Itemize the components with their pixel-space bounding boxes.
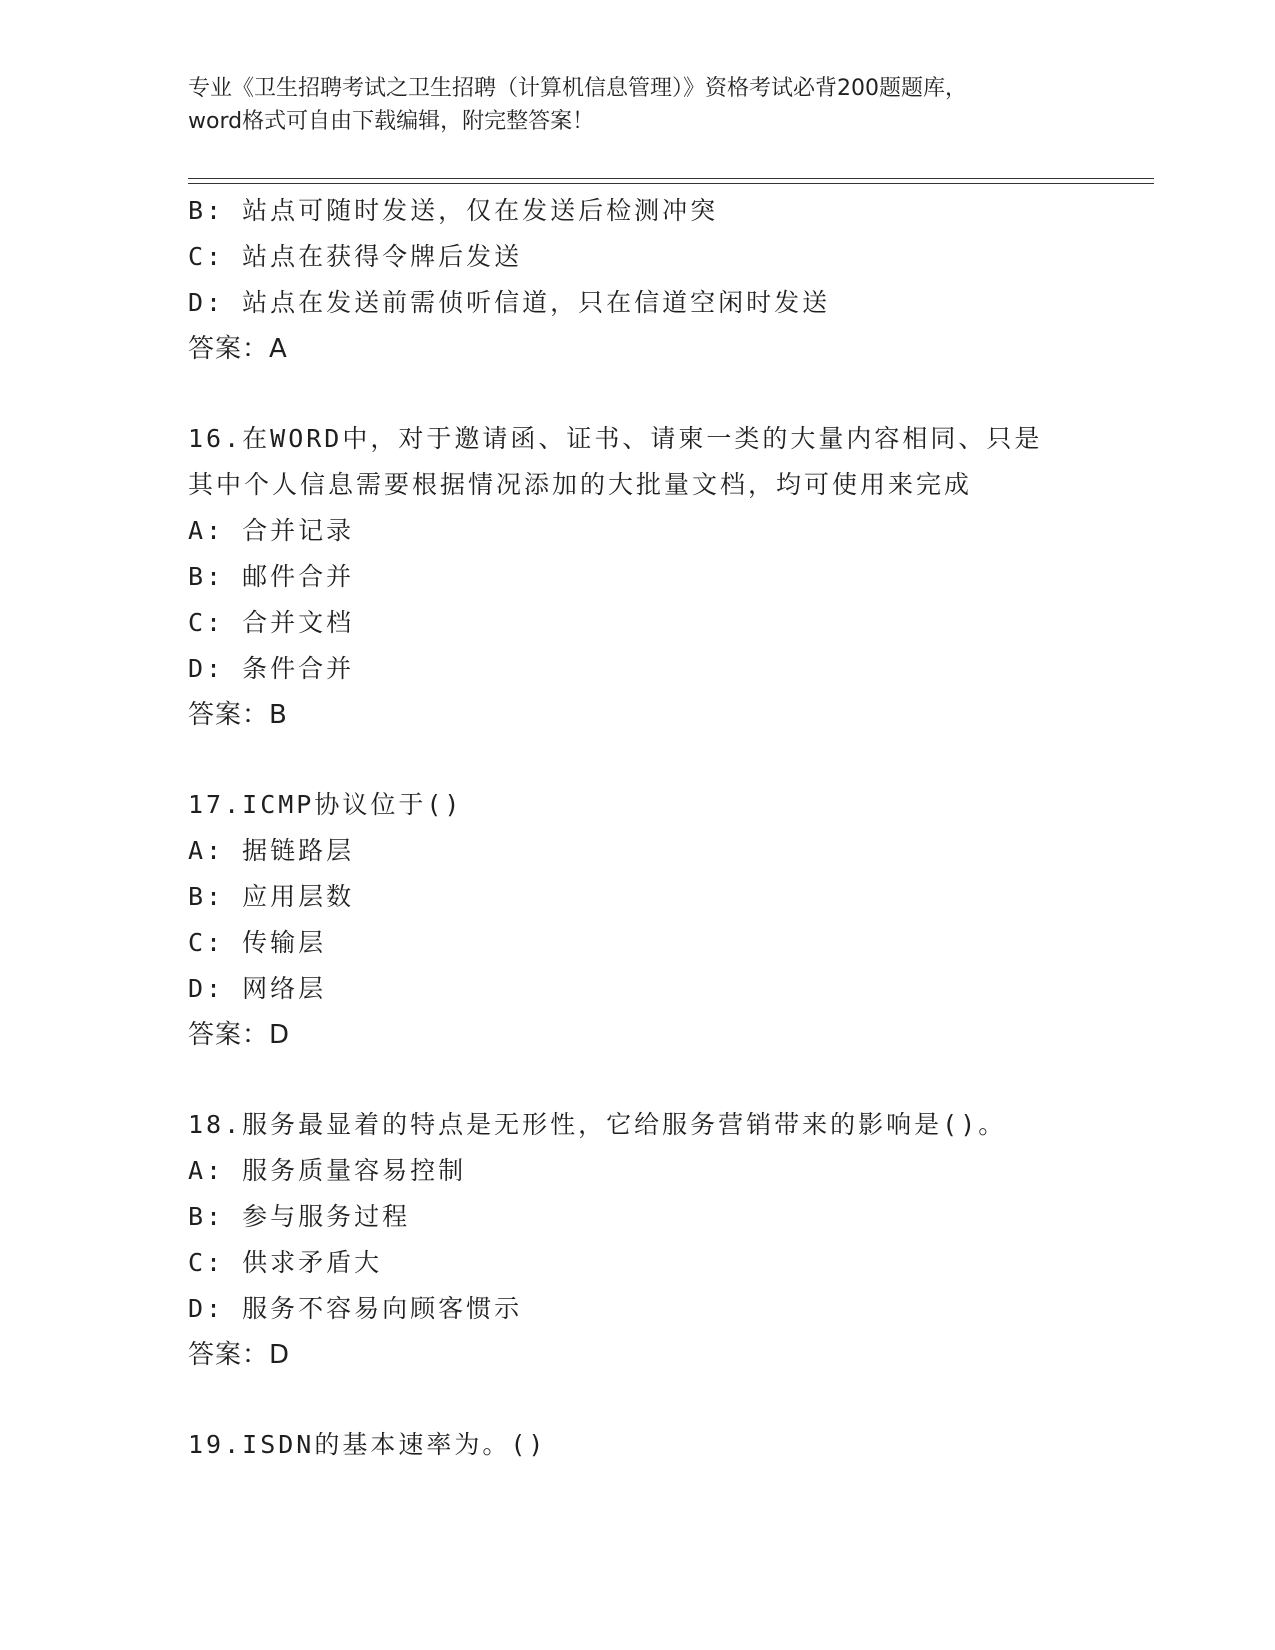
question-stem-line: 18.服务最显着的特点是无形性，它给服务营销带来的影响是()。 bbox=[188, 1110, 1007, 1139]
question-spacer bbox=[188, 372, 1148, 416]
option-a: A: 据链路层 bbox=[188, 836, 355, 865]
question-spacer bbox=[188, 1058, 1148, 1102]
question-stem-line: 其中个人信息需要根据情况添加的大批量文档，均可使用来完成 bbox=[188, 470, 973, 499]
header-title-line-1: 专业《卫生招聘考试之卫生招聘（计算机信息管理）》资格考试必背200题题库， bbox=[188, 76, 967, 101]
option-d: D: 网络层 bbox=[188, 974, 327, 1003]
question-list bbox=[188, 188, 1148, 1468]
option-a: A: 服务质量容易控制 bbox=[188, 1156, 467, 1185]
question-spacer bbox=[188, 1378, 1148, 1422]
question-spacer bbox=[188, 738, 1148, 782]
header-divider-top bbox=[188, 178, 1154, 179]
option-c: C: 供求矛盾大 bbox=[188, 1248, 383, 1277]
question-18 bbox=[188, 1102, 1148, 1378]
option-a: A: 合并记录 bbox=[188, 516, 355, 545]
question-stem-line: 19.ISDN的基本速率为。() bbox=[188, 1430, 547, 1459]
header-divider-bottom bbox=[188, 183, 1154, 184]
option-b: B: 参与服务过程 bbox=[188, 1202, 411, 1231]
question-stem-line: 16.在WORD中，对于邀请函、证书、请柬一类的大量内容相同、只是 bbox=[188, 424, 1043, 453]
header-title-line-2: word格式可自由下载编辑，附完整答案！ bbox=[188, 109, 595, 134]
question-16 bbox=[188, 416, 1148, 738]
option-c: C: 传输层 bbox=[188, 928, 327, 957]
answer-line: 答案：A bbox=[188, 334, 288, 364]
answer-line: 答案：B bbox=[188, 700, 288, 730]
option-d: D: 站点在发送前需侦听信道，只在信道空闲时发送 bbox=[188, 288, 831, 317]
answer-line: 答案：D bbox=[188, 1340, 291, 1370]
question-19 bbox=[188, 1422, 1148, 1468]
option-b: B: 邮件合并 bbox=[188, 562, 355, 591]
answer-line: 答案：D bbox=[188, 1020, 291, 1050]
option-c: C: 合并文档 bbox=[188, 608, 355, 637]
option-d: D: 条件合并 bbox=[188, 654, 355, 683]
option-d: D: 服务不容易向顾客惯示 bbox=[188, 1294, 523, 1323]
question-17 bbox=[188, 782, 1148, 1058]
question-15-tail bbox=[188, 188, 1148, 372]
option-b: B: 应用层数 bbox=[188, 882, 355, 911]
option-b: B: 站点可随时发送，仅在发送后检测冲突 bbox=[188, 196, 719, 225]
document-header bbox=[188, 72, 1088, 138]
option-c: C: 站点在获得令牌后发送 bbox=[188, 242, 523, 271]
question-stem-line: 17.ICMP协议位于() bbox=[188, 790, 463, 819]
